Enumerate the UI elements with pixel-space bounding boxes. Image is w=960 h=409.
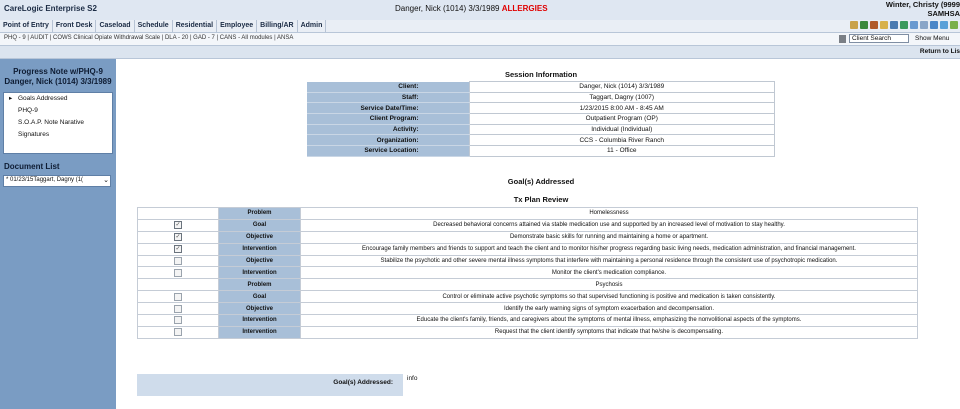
patient-name: Danger, Nick (1014) 3/3/1989 (395, 4, 500, 13)
tool-icon-10[interactable] (940, 21, 948, 29)
tool-icon-11[interactable] (950, 21, 958, 29)
checkbox-cell (138, 315, 219, 327)
show-menu-button[interactable]: Show Menu (915, 35, 950, 42)
checkbox[interactable] (174, 257, 182, 265)
checkbox-cell (138, 219, 219, 231)
row-text: Control or eliminate active psychotic symptoms so that supervised functioning is positive and medication is taken consistently. (301, 291, 918, 303)
goals-addressed-box (137, 374, 403, 396)
row-type-label: Goal (219, 219, 301, 231)
row-type-label: Intervention (219, 315, 301, 327)
checkbox[interactable] (174, 328, 182, 336)
sub-bar (0, 46, 960, 59)
row-text: Stabilize the psychotic and other severe mental illness symptoms that interfere with maintaining a personal residence through the consistent use of psychotropic medication. (301, 255, 918, 267)
session-value: CCS - Columbia River Ranch (469, 135, 775, 146)
session-row (307, 82, 775, 93)
checkbox-checked[interactable]: ✓ (175, 246, 181, 253)
checkbox-cell (138, 291, 219, 303)
menu-item-schedule[interactable]: Schedule (135, 20, 173, 32)
menu-item-billing-ar[interactable]: Billing/AR (257, 20, 297, 32)
menu-item-caseload[interactable]: Caseload (96, 20, 134, 32)
table-row (138, 279, 918, 291)
menu-item-front-desk[interactable]: Front Desk (53, 20, 97, 32)
title-bar (0, 0, 960, 21)
checkbox-checked[interactable]: ✓ (175, 234, 181, 241)
checkbox[interactable] (174, 269, 182, 277)
table-row (138, 231, 918, 243)
sidebar-item-goals-addressed[interactable]: ▸ Goals Addressed (4, 93, 112, 105)
row-text: Encourage family members and friends to support and teach the client and to monitor his/her progress regarding basic living needs, medication administration, and financial management. (301, 243, 918, 255)
app-title: CareLogic Enterprise S2 (4, 4, 97, 13)
session-value: Taggart, Dagny (1007) (469, 92, 775, 103)
row-type-label: Objective (219, 255, 301, 267)
sidebar-item-s-o-a-p-note-narative[interactable]: S.O.A.P. Note Narative (18, 119, 84, 126)
user-info (886, 0, 960, 18)
patient-header (395, 4, 548, 13)
row-text: Homelessness (301, 208, 918, 220)
row-text: Request that the client identify symptoms that indicate that he/she is decompensating. (301, 326, 918, 338)
session-value: 11 - Office (469, 146, 775, 157)
row-type-label: Problem (219, 208, 301, 220)
tool-icon-3[interactable] (870, 21, 878, 29)
table-row (138, 255, 918, 267)
checkbox-cell (138, 326, 219, 338)
checkbox-cell (138, 243, 219, 255)
checkbox-cell (138, 303, 219, 315)
menu-item-admin[interactable]: Admin (298, 20, 327, 32)
checkbox[interactable] (174, 316, 182, 324)
document-list-label: Document List (4, 162, 60, 171)
checkbox[interactable] (174, 305, 182, 313)
tool-icon-4[interactable] (880, 21, 888, 29)
note-client: Danger, Nick (1014) 3/3/1989 (4, 77, 112, 86)
row-type-label: Goal (219, 291, 301, 303)
session-row (307, 124, 775, 135)
session-value: 1/23/2015 8:00 AM - 8:45 AM (469, 103, 775, 114)
row-type-label: Objective (219, 303, 301, 315)
session-label: Activity: (307, 124, 469, 135)
goals-addressed-label: Goal(s) Addressed: (333, 379, 393, 386)
tool-icon-6[interactable] (900, 21, 908, 29)
document-selected: * 01/23/15Taggart, Dagny (1( (6, 177, 84, 183)
session-row (307, 103, 775, 114)
session-heading: Session Information (504, 70, 578, 79)
tool-icon-2[interactable] (860, 21, 868, 29)
session-label: Service Date/Time: (307, 103, 469, 114)
session-label: Client: (307, 82, 469, 93)
table-row (138, 326, 918, 338)
row-type-label: Objective (219, 231, 301, 243)
menu-item-point-of-entry[interactable]: Point of Entry (0, 20, 53, 32)
checkbox-cell (138, 279, 219, 291)
row-text: Monitor the client's medication compliance. (301, 267, 918, 279)
checkbox-cell (138, 208, 219, 220)
session-row (307, 135, 775, 146)
tool-icon-5[interactable] (890, 21, 898, 29)
session-label: Organization: (307, 135, 469, 146)
session-info-table (307, 81, 775, 157)
session-value: Outpatient Program (OP) (469, 114, 775, 125)
tx-plan-table (137, 207, 918, 339)
chevron-down-icon: ⌄ (103, 177, 109, 184)
main-menu (0, 20, 960, 33)
note-type: Progress Note w/PHQ-9 (13, 67, 103, 76)
menu-item-residential[interactable]: Residential (173, 20, 217, 32)
client-search-input[interactable]: Client Search (849, 34, 909, 43)
session-row (307, 92, 775, 103)
session-label: Client Program: (307, 114, 469, 125)
session-row (307, 114, 775, 125)
row-type-label: Intervention (219, 243, 301, 255)
table-row (138, 315, 918, 327)
row-type-label: Intervention (219, 267, 301, 279)
session-value: Danger, Nick (1014) 3/3/1989 (469, 82, 775, 93)
user-name: Winter, Christy (9999 (885, 0, 960, 9)
table-row (138, 208, 918, 220)
checkbox[interactable] (174, 293, 182, 301)
allergies-alert[interactable]: ALLERGIES (501, 4, 548, 13)
session-value: Individual (Individual) (469, 124, 775, 135)
row-text: Demonstrate basic skills for running and maintaining a home or apartment. (301, 231, 918, 243)
checkbox-cell (138, 267, 219, 279)
row-text: Identify the early warning signs of symptom exacerbation and decompensation. (301, 303, 918, 315)
sidebar-nav (3, 92, 113, 154)
toolbar-icons (850, 21, 960, 31)
sidebar-title (0, 67, 116, 87)
return-to-list-button[interactable]: Return to Lis (919, 48, 960, 55)
document-list-select[interactable] (3, 175, 111, 187)
row-type-label: Problem (219, 279, 301, 291)
row-text: Decreased behavioral concerns attained via stable medication use and supported by an increased level of motivation to stay healthy. (301, 219, 918, 231)
tool-icon-7[interactable] (910, 21, 918, 29)
tool-icon-8[interactable] (920, 21, 928, 29)
modules-bar (0, 33, 960, 46)
table-row (138, 219, 918, 231)
modules-links[interactable]: PHQ - 9 | AUDIT | COWS Clinical Opiate Withdrawal Scale | DLA - 20 | GAD - 7 | CANS - All modules | ANSA (4, 35, 294, 41)
row-text: Educate the client's family, friends, and caregivers about the symptoms of mental illness, emphasizing the nonvolitional aspects of the symptoms. (301, 315, 918, 327)
tool-icon-1[interactable] (850, 21, 858, 29)
table-row (138, 267, 918, 279)
sidebar-item-signatures[interactable]: Signatures (18, 131, 50, 138)
trash-icon[interactable] (839, 35, 846, 43)
tool-icon-9[interactable] (930, 21, 938, 29)
goals-addressed-value[interactable]: info (407, 375, 418, 382)
row-type-label: Intervention (219, 326, 301, 338)
session-row (307, 146, 775, 157)
table-row (138, 291, 918, 303)
menu-item-employee[interactable]: Employee (217, 20, 257, 32)
sidebar (0, 59, 116, 409)
checkbox-cell (138, 255, 219, 267)
table-row (138, 243, 918, 255)
goals-heading: Goal(s) Addressed (507, 177, 575, 186)
row-text: Psychosis (301, 279, 918, 291)
table-row (138, 303, 918, 315)
user-org: SAMHSA (927, 9, 960, 18)
checkbox-cell (138, 231, 219, 243)
sidebar-item-phq-9[interactable]: PHQ-9 (18, 107, 38, 114)
session-label: Service Location: (307, 146, 469, 157)
checkbox-checked[interactable]: ✓ (175, 222, 181, 229)
tx-plan-heading: Tx Plan Review (513, 195, 569, 204)
session-label: Staff: (307, 92, 469, 103)
